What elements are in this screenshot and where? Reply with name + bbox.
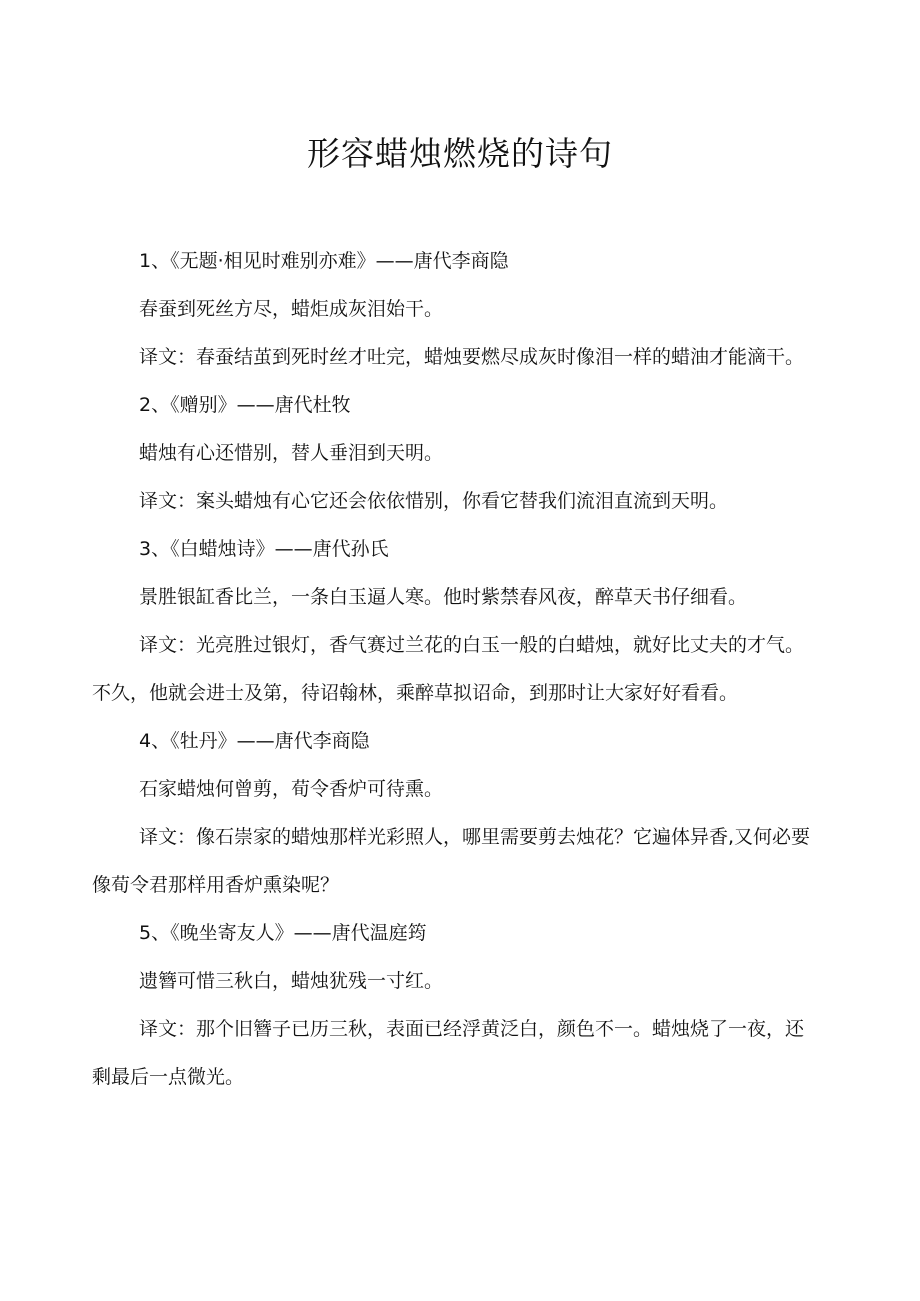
poem-translation-5: 译文：那个旧簪子已历三秋，表面已经浮黄泛白，颜色不一。蜡烛烧了一夜，还剩最后一点微光。	[92, 1018, 805, 1088]
poem-heading-5: 5、《晚坐寄友人》——唐代温庭筠	[139, 922, 427, 944]
poem-heading-2: 2、《赠别》——唐代杜牧	[139, 394, 351, 416]
poem-translation-4: 译文：像石崇家的蜡烛那样光彩照人，哪里需要剪去烛花？它遍体异香,又何必要像荀令君那样用香炉熏染呢？	[92, 826, 811, 896]
poem-heading-1: 1、《无题·相见时难别亦难》——唐代李商隐	[139, 250, 509, 272]
poem-heading-3: 3、《白蜡烛诗》——唐代孙氏	[139, 538, 389, 560]
poem-heading-4: 4、《牡丹》——唐代李商隐	[139, 730, 370, 752]
poem-verse-5: 遗簪可惜三秋白，蜡烛犹残一寸红。	[139, 970, 444, 992]
poem-translation-3: 译文：光亮胜过银灯，香气赛过兰花的白玉一般的白蜡烛，就好比丈夫的才气。不久，他就会进士及第，待诏翰林，乘醉草拟诏命，到那时让大家好好看看。	[92, 634, 805, 704]
poem-verse-1: 春蚕到死丝方尽，蜡炬成灰泪始干。	[139, 298, 444, 320]
poem-verse-4: 石家蜡烛何曾剪，荀令香炉可待熏。	[139, 778, 444, 800]
document-title: 形容蜡烛燃烧的诗句	[307, 134, 613, 173]
poem-verse-3: 景胜银缸香比兰，一条白玉逼人寒。他时紫禁春风夜，醉草天书仔细看。	[139, 586, 748, 608]
poem-translation-1: 译文：春蚕结茧到死时丝才吐完，蜡烛要燃尽成灰时像泪一样的蜡油才能滴干。	[139, 346, 805, 368]
document-body	[92, 237, 822, 1101]
poem-translation-2: 译文：案头蜡烛有心它还会依依惜别，你看它替我们流泪直流到天明。	[139, 490, 729, 512]
poem-verse-2: 蜡烛有心还惜别，替人垂泪到天明。	[139, 442, 444, 464]
